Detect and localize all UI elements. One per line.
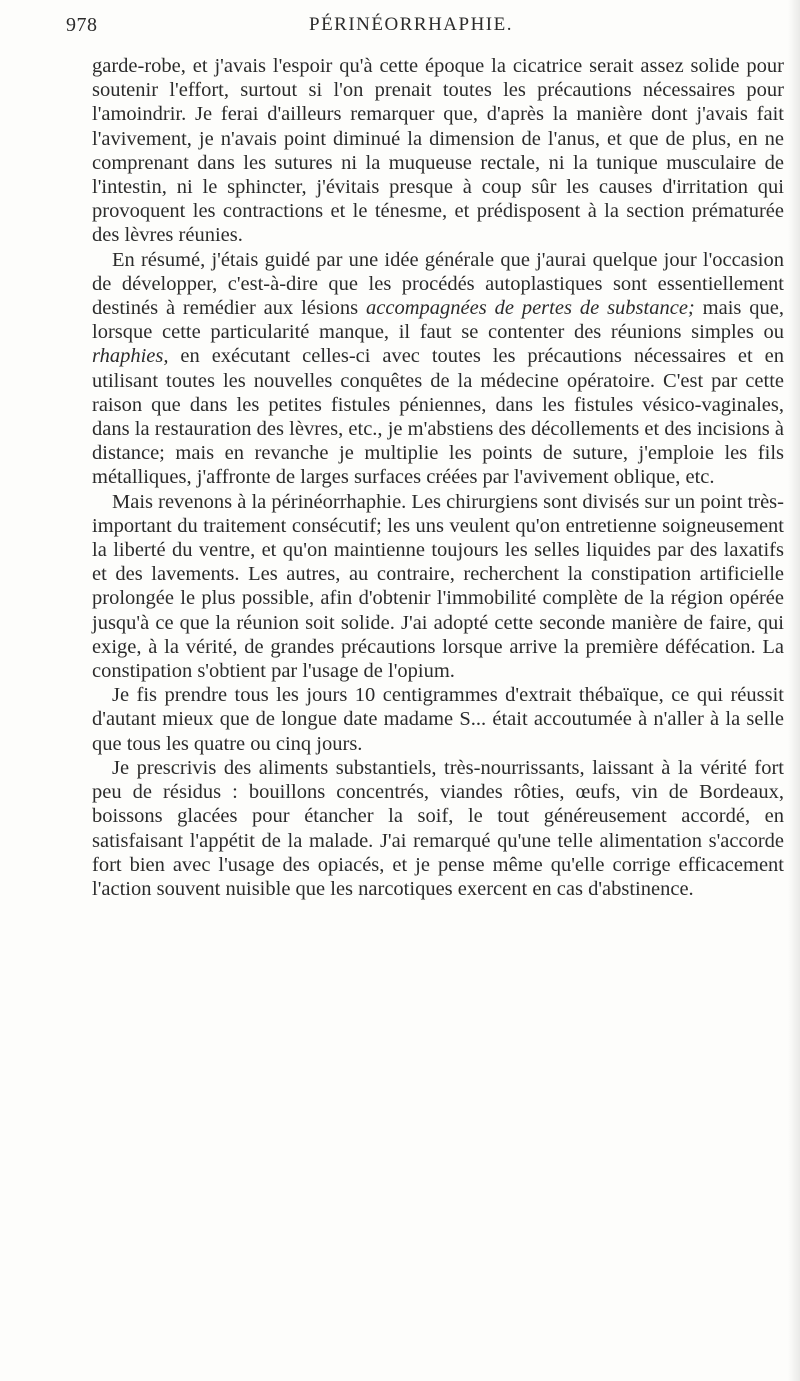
page-edge-shadow	[788, 0, 800, 1381]
paragraph-4: Je fis prendre tous les jours 10 centigrammes d'extrait thébaïque, ce qui réussit d'autant mieux que de longue date madame S... était accoutumée à n'aller à la selle que tous les quatre ou cinq jours.	[92, 684, 784, 755]
body-text	[92, 54, 784, 901]
paragraph-2	[92, 248, 784, 490]
paragraph-1: garde-robe, et j'avais l'espoir qu'à cette époque la cicatrice serait assez solide pour soutenir l'effort, surtout si l'on prenait toutes les précautions nécessaires pour l'amoindrir. Je ferai d'ailleurs remarquer que, d'après la manière dont j'avais fait l'avivement, je n'avais point diminué la dimension de l'anus, et que de plus, en ne comprenant dans les sutures ni la muqueuse rectale, ni la tunique musculaire de l'intestin, ni le sphincter, j'évitais presque à coup sûr les causes d'irritation qui provoquent les contractions et le ténesme, et prédisposent à la section prématurée des lèvres réunies.	[92, 55, 784, 247]
paragraph-2-italic-phrase-2: rhaphies,	[92, 345, 169, 368]
paragraph-2-text-middle: mais que, lorsque cette particularité manque, il faut se contenter des réunions simples ou	[92, 297, 784, 344]
page-header	[66, 14, 756, 44]
paragraph-5: Je prescrivis des aliments substantiels, très-nourrissants, laissant à la vérité fort peu de résidus : bouillons concentrés, viandes rôties, œufs, vin de Bordeaux, boissons glacées pour étancher la soif, le tout généreusement accordé, en satisfaisant l'appétit de la malade. J'ai remarqué qu'une telle alimentation s'accorde fort bien avec l'usage des opiacés, et je pense même qu'elle corrige efficacement l'action souvent nuisible que les narcotiques exercent en cas d'abstinence.	[92, 756, 784, 900]
paragraph-2-text-before: En résumé, j'étais guidé par une idée générale que j'aurai quelque jour l'occasion de développer, c'est-à-dire que les procédés autoplastiques sont essentiellement destinés à remédier aux lésions	[92, 248, 784, 320]
page-number: 978	[66, 14, 98, 36]
paragraph-2-italic-phrase-1: accompagnées de pertes de substance;	[366, 297, 695, 320]
paragraph-3: Mais revenons à la périnéorrhaphie. Les chirurgiens sont divisés sur un point très-important du traitement consécutif; les uns veulent qu'on entretienne soigneusement la liberté du ventre, et qu'on maintienne toujours les selles liquides par des laxatifs et des lavements. Les autres, au contraire, recherchent la constipation artificielle prolongée le plus possible, afin d'obtenir l'immobilité complète de la région opérée jusqu'à ce que la réunion soit solide. J'ai adopté cette seconde manière de faire, qui exige, à la vérité, de grandes précautions lorsque arrive la première défécation. La constipation s'obtient par l'usage de l'opium.	[92, 490, 784, 683]
paragraph-2-text-after: en exécutant celles-ci avec toutes les précautions nécessaires et en utilisant toutes les nouvelles conquêtes de la médecine opératoire. C'est par cette raison que dans les petites fistules péniennes, dans les fistules vésico-vaginales, dans la restauration des lèvres, etc., je m'abstiens des décollements et des incisions à distance; mais en revanche je multiplie les points de suture, j'emploie les fils métalliques, j'affronte de larges surfaces créées par l'avivement oblique, etc.	[92, 345, 784, 489]
running-title: PÉRINÉORRHAPHIE.	[309, 14, 513, 35]
